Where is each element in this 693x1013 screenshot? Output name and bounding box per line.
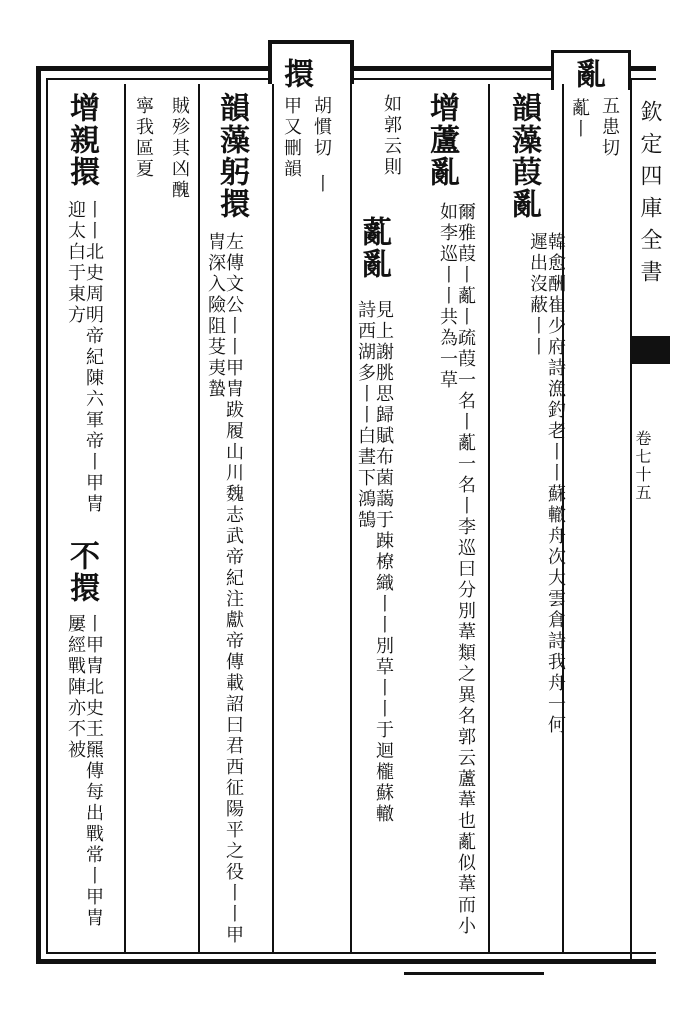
entry-text: 如郭云則 <box>381 94 402 178</box>
spine-title: 欽定四庫全書 <box>637 100 662 292</box>
column-divider <box>124 84 126 954</box>
entry-text: 韓愈酬崔少府詩漁釣老丨丨蘇轍舟次大雲倉詩我舟一何遲出沒蔽丨丨 <box>527 232 566 736</box>
entry-text: 寧我區夏 <box>133 96 154 180</box>
entry-head: 亂 <box>570 58 605 90</box>
entry-text: 爾雅葭丨薍丨疏葭一名丨薍一名丨李巡曰分別葦類之異名郭云蘆葦也薍似葦而小如李巡丨丨共為一草 <box>437 202 476 937</box>
column-divider <box>350 84 352 954</box>
entry-head: 不擐 <box>64 540 99 604</box>
bottom-rule <box>404 972 544 975</box>
entry-sub: 甲又刪韻 <box>281 96 302 180</box>
entry-head: 韻藻躬擐 <box>214 92 249 220</box>
entry-head: 增親擐 <box>64 92 99 188</box>
entry-text: 見上謝朓思歸賦布菌藹于踈橑織丨丨別草丨丨于迴櫳蘇轍詩西湖多丨丨白晝下鴻鵠 <box>355 300 394 825</box>
column-divider <box>488 84 490 954</box>
entry-mark: 丨 <box>311 174 332 195</box>
entry-head: 韻藻葭亂 <box>506 92 541 220</box>
entry-text: 丨甲冑北史王羆傳每出戰常丨甲冑屢經戰陣亦不被 <box>65 614 104 929</box>
entry-head: 擐 <box>278 58 313 90</box>
entry-head: 增蘆亂 <box>424 92 459 188</box>
entry-pronunciation: 胡慣切 <box>311 96 332 159</box>
entry-text: 賊殄其凶醜 <box>169 96 190 201</box>
entry-sub: 薍丨 <box>569 98 590 140</box>
spine-volume: 卷七十五 <box>633 430 652 502</box>
entry-head: 薍亂 <box>356 216 391 280</box>
entry-pronunciation: 五患切 <box>599 96 620 159</box>
spine-black-band <box>630 336 670 364</box>
entry-text: 左傳文公丨丨甲冑跋履山川魏志武帝紀注獻帝傳載詔曰君西征陽平之役丨丨甲冑深入險阻芟夷蟄 <box>205 232 244 946</box>
entry-text: 丨丨北史周明帝紀陳六軍帝丨甲冑迎太白于東方 <box>65 200 104 515</box>
column-divider <box>272 84 274 954</box>
column-divider <box>198 84 200 954</box>
